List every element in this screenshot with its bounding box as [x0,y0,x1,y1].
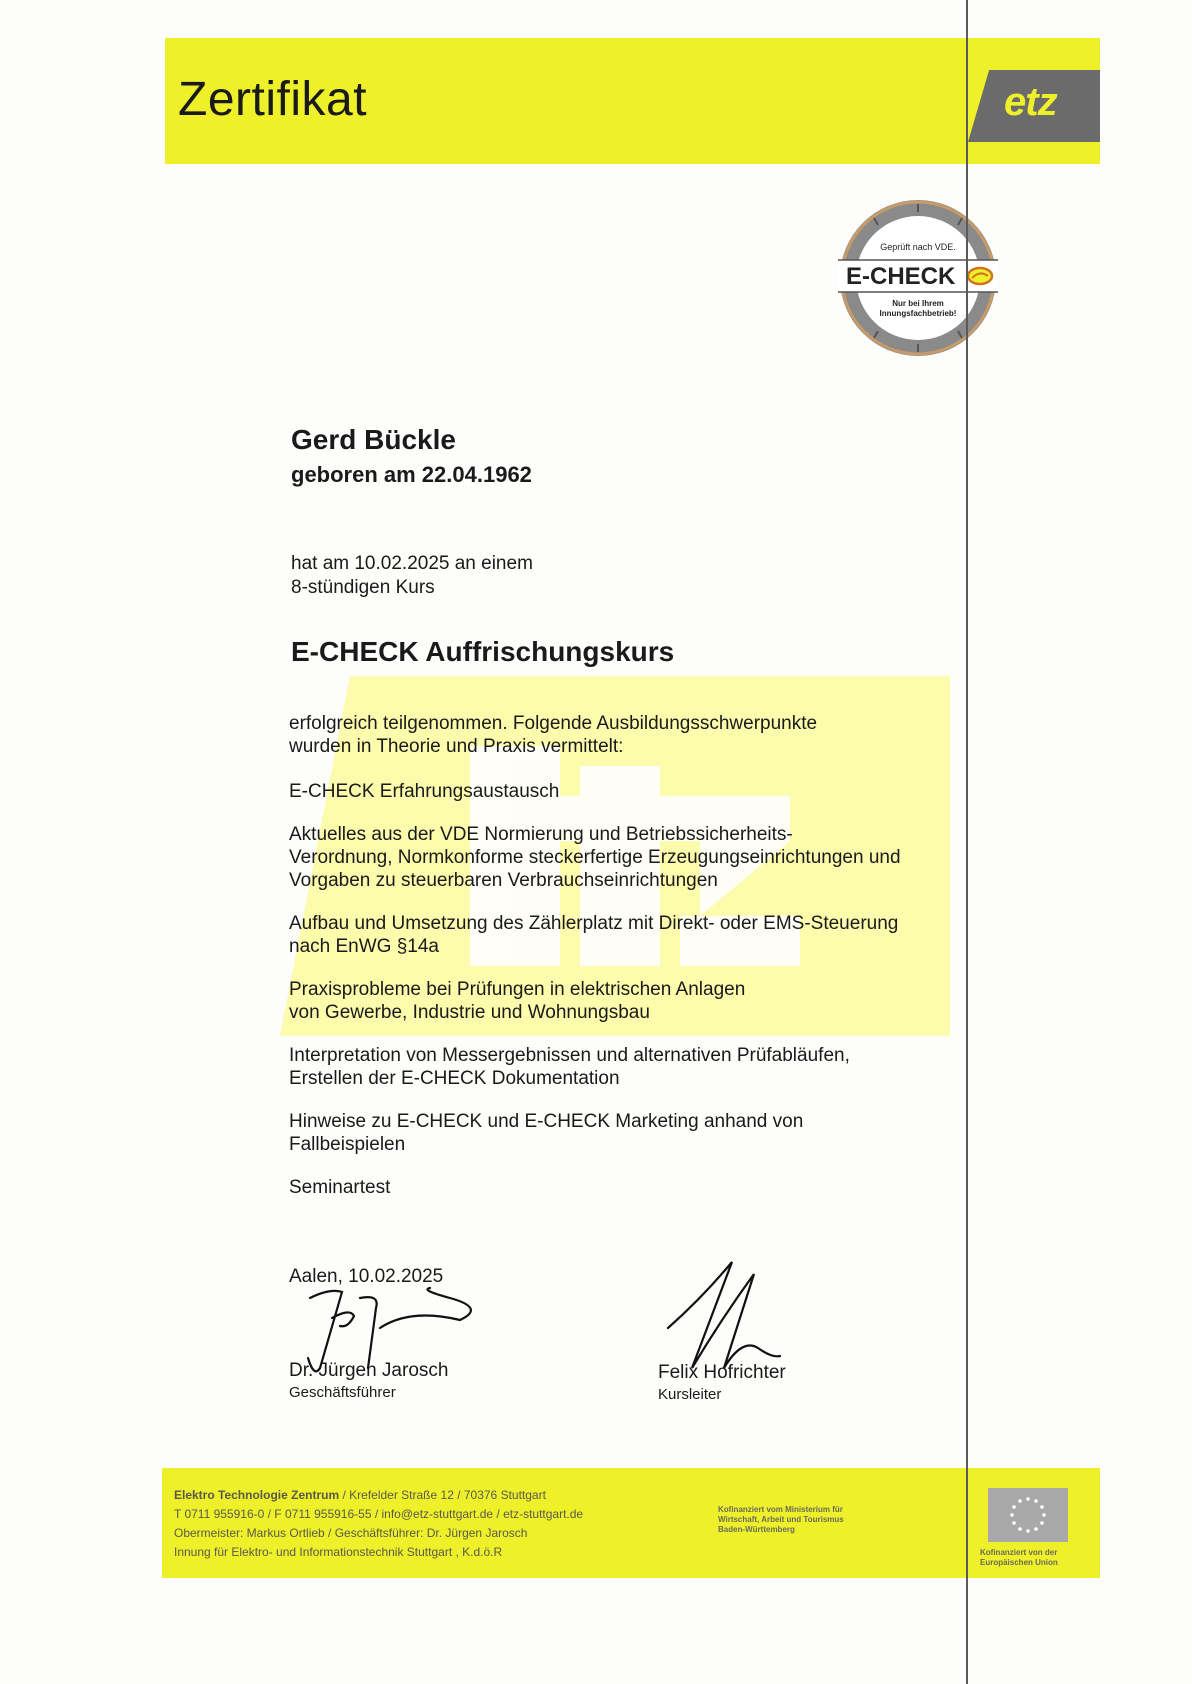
topic-item [289,1110,949,1156]
topic-line: Verordnung, Normkonforme steckerfertige Erzeugungseinrichtungen und [289,847,901,868]
footer-address-block [174,1486,583,1562]
topic-line: Vorgaben zu steuerbaren Verbrauchseinrichtungen [289,870,718,891]
ministry-line: Kofinanziert vom Ministerium für [718,1505,843,1514]
topic-line: von Gewerbe, Industrie und Wohnungsbau [289,1002,650,1023]
eu-line: Europäischen Union [980,1558,1058,1567]
topic-item [289,978,949,1024]
topic-line: nach EnWG §14a [289,936,439,957]
topic-line: Interpretation von Messergebnissen und alternativen Prüfabläufen, [289,1045,850,1066]
recipient-birth-date: geboren am 22.04.1962 [291,462,532,487]
signature-hofrichter [662,1258,792,1378]
topic-item [289,780,949,803]
seal-brand: E-CHECK [846,263,956,290]
seal-bottom-line2: Innungsfachbetrieb! [879,309,957,318]
ministry-line: Wirtschaft, Arbeit und Tourismus [718,1515,844,1524]
footer-address: / Krefelder Straße 12 / 70376 Stuttgart [339,1488,546,1502]
topic-item [289,1176,949,1199]
signer-block [658,1362,786,1403]
signer-role: Geschäftsführer [289,1384,396,1401]
seal-bottom-line1: Nur bei Ihrem [892,299,944,308]
ministry-funding-note [718,1505,868,1535]
footer-contact: T 0711 955916-0 / F 0711 955916-55 / info@etz-stuttgart.de / etz-stuttgart.de [174,1507,584,1521]
intro-text [291,552,533,600]
footer-guild: Innung für Elektro- und Informationstechnik Stuttgart , K.d.ö.R [174,1545,503,1559]
topic-line: Fallbeispielen [289,1134,406,1155]
intro-line: 8-stündigen Kurs [291,577,435,598]
success-text [289,712,929,758]
topic-list [289,780,949,1219]
footer-org: Elektro Technologie Zentrum [174,1488,340,1502]
success-line: erfolgreich teilgenommen. Folgende Ausbildungsschwerpunkte [289,713,818,734]
etz-logo: etz [1004,80,1057,124]
signer-role: Kursleiter [658,1386,722,1403]
ministry-line: Baden-Württemberg [718,1525,795,1534]
topic-line: Erstellen der E-CHECK Dokumentation [289,1068,620,1089]
signer-name: Felix Hofrichter [658,1362,786,1383]
eu-line: Kofinanziert von der [980,1548,1058,1557]
success-line: wurden in Theorie und Praxis vermittelt: [289,736,624,757]
seal-top-text: Geprüft nach VDE. [880,242,956,252]
recipient-name: Gerd Bückle [291,424,456,455]
fold-line [966,0,968,1684]
eu-funding-note [980,1548,1090,1568]
topic-line: Praxisprobleme bei Prüfungen in elektrischen Anlagen [289,979,746,1000]
topic-line: Hinweise zu E-CHECK und E-CHECK Marketing anhand von [289,1111,804,1132]
e-check-seal [838,198,998,358]
topic-item [289,1044,949,1090]
signer-name: Dr. Jürgen Jarosch [289,1360,449,1381]
topic-item [289,823,949,892]
signer-block [289,1360,448,1401]
topic-line: Aufbau und Umsetzung des Zählerplatz mit Direkt- oder EMS-Steuerung [289,913,899,934]
footer-officials: Obermeister: Markus Ortlieb / Geschäftsführer: Dr. Jürgen Jarosch [174,1526,528,1540]
eu-flag-icon [988,1488,1068,1542]
topic-line: E-CHECK Erfahrungsaustausch [289,781,560,802]
certificate-title: Zertifikat [178,73,368,126]
intro-line: hat am 10.02.2025 an einem [291,553,533,574]
topic-item [289,912,949,958]
footer-line [174,1486,583,1505]
course-title: E-CHECK Auffrischungskurs [291,636,675,667]
topic-line: Seminartest [289,1177,391,1198]
topic-line: Aktuelles aus der VDE Normierung und Betriebssicherheits- [289,824,793,845]
place-date: Aalen, 10.02.2025 [289,1266,444,1287]
